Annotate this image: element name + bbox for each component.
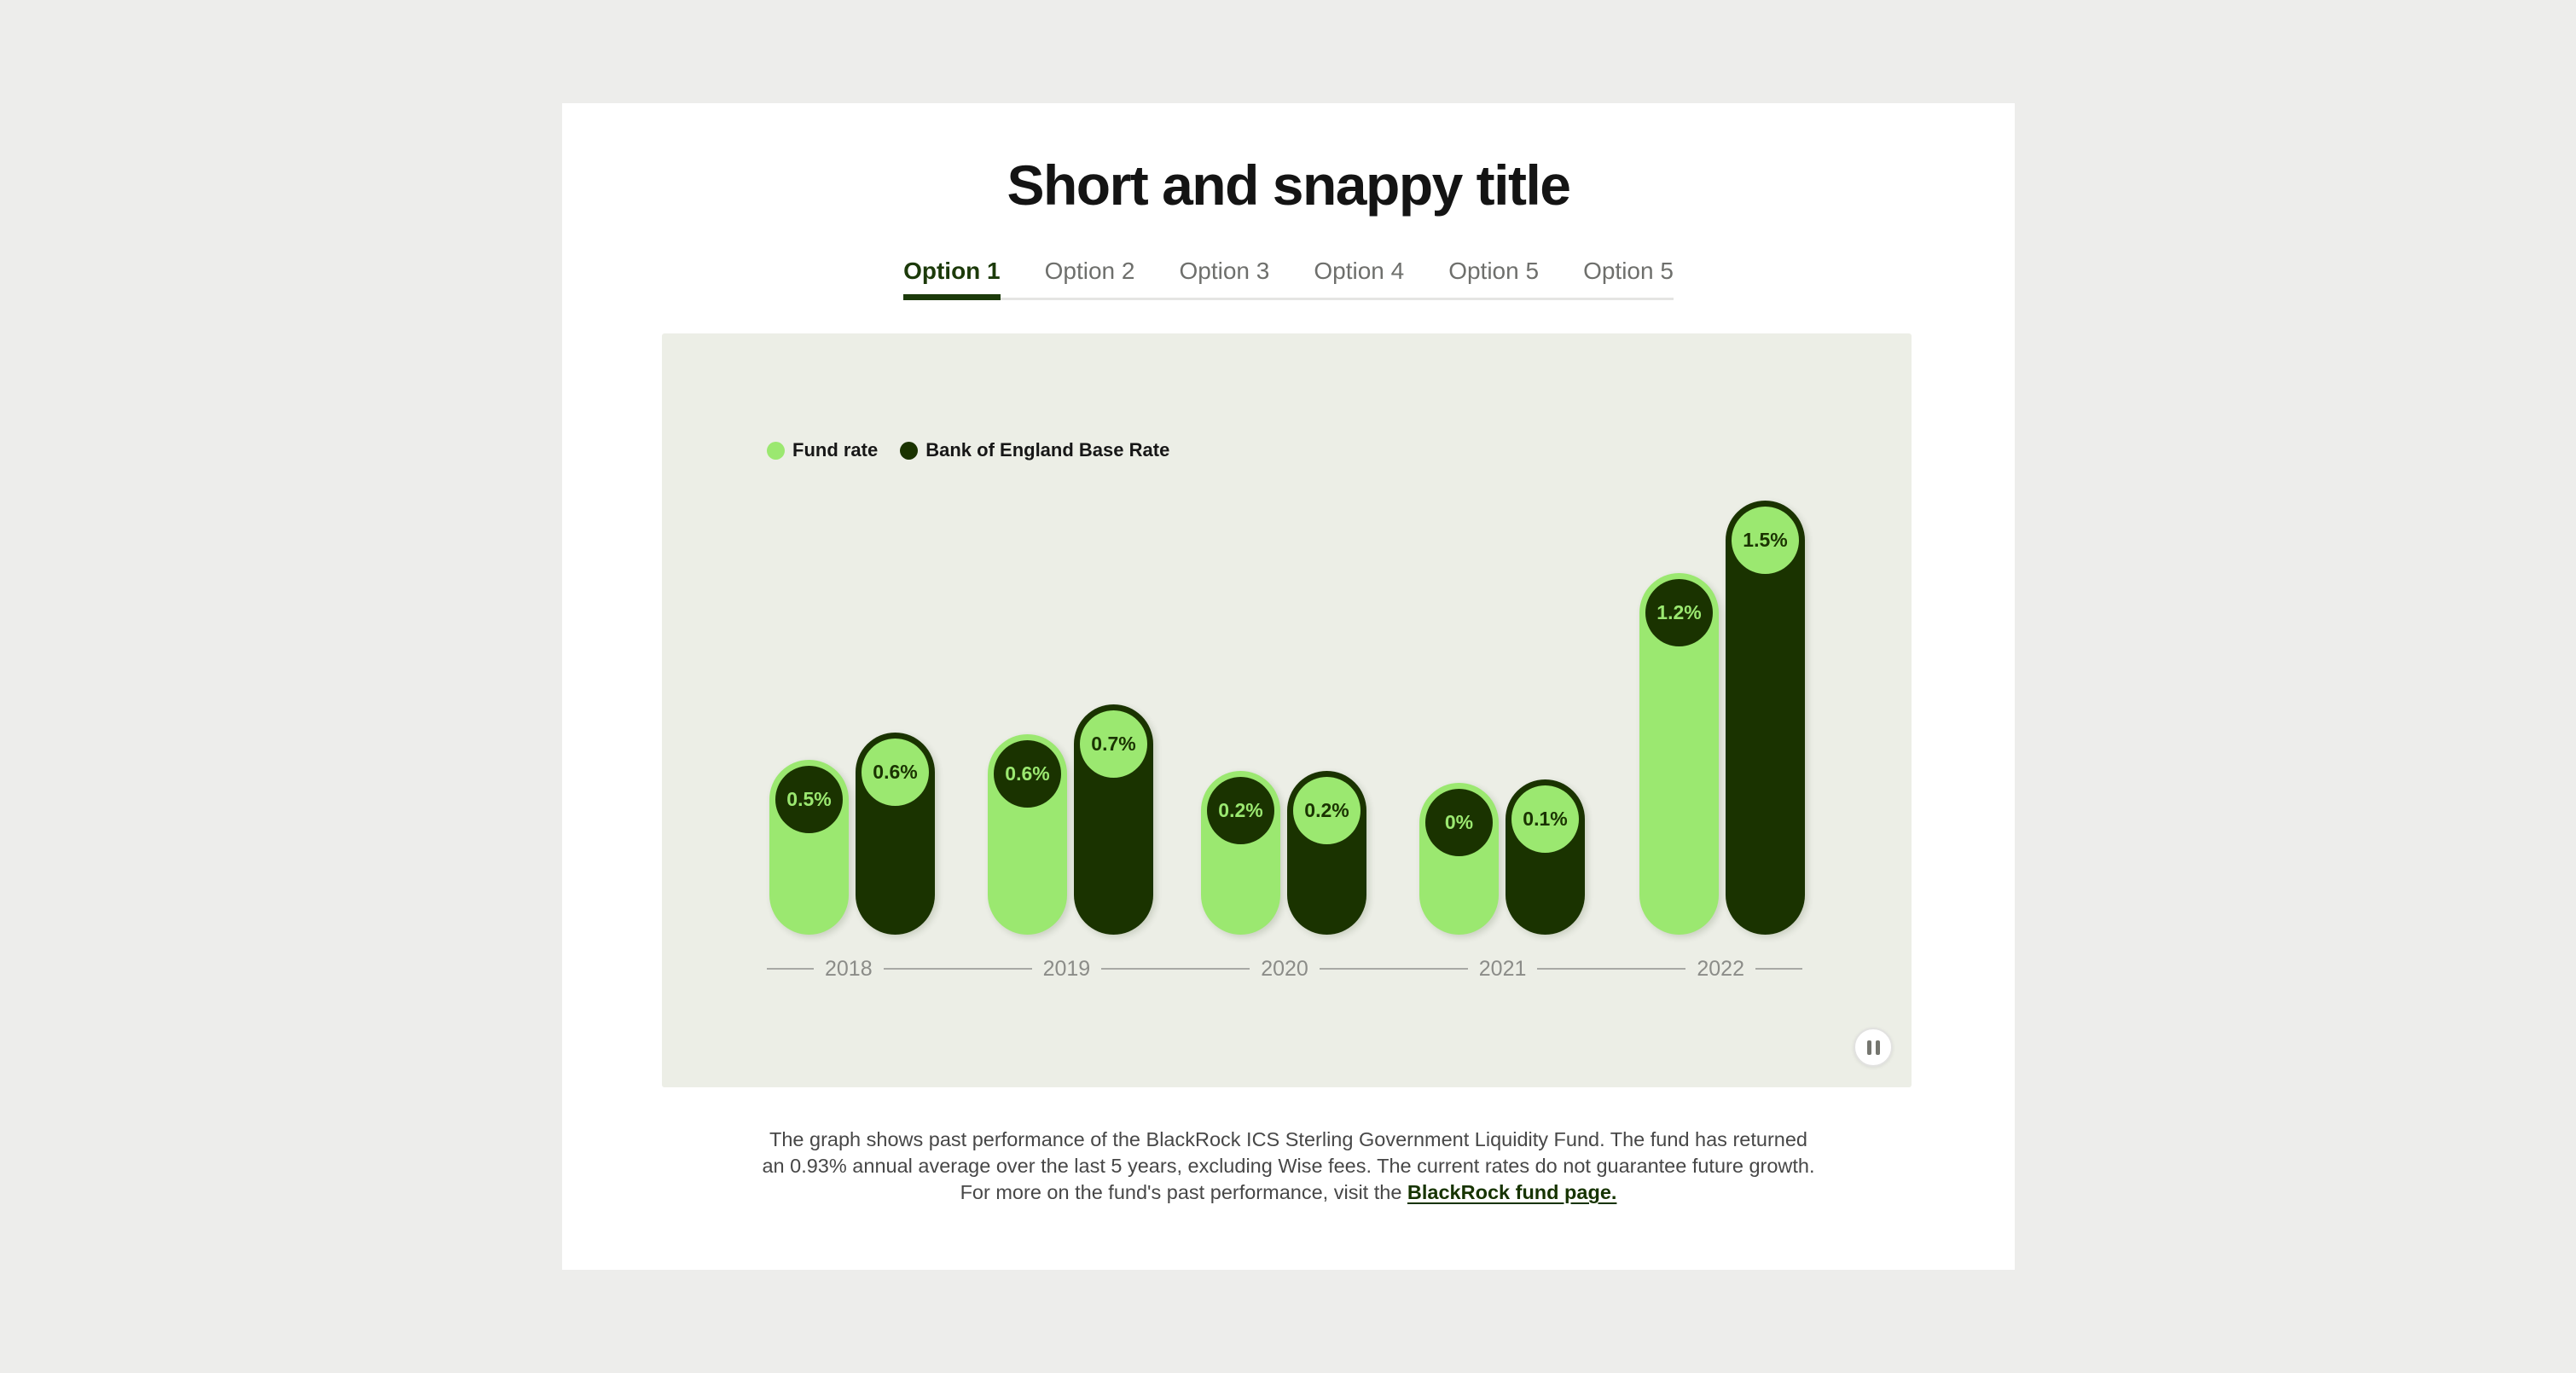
chart-caption (562, 1127, 2015, 1206)
bar-value-label: 0.1% (1511, 785, 1579, 853)
chart-panel (662, 333, 1912, 1087)
caption-line-3 (562, 1179, 2015, 1206)
legend-dot-icon (767, 442, 785, 460)
bar-bank-of-england-base-rate-2021[interactable] (1506, 779, 1585, 935)
bar-bank-of-england-base-rate-2020[interactable] (1287, 771, 1366, 935)
axis-label-2020: 2020 (1261, 956, 1308, 981)
legend-label: Fund rate (792, 439, 879, 461)
legend-label: Bank of England Base Rate (925, 439, 1170, 461)
x-axis (767, 953, 1802, 985)
axis-line-segment (1537, 968, 1685, 970)
bar-fund-rate-2018[interactable] (769, 760, 849, 935)
bar-value-label: 1.2% (1645, 579, 1713, 646)
axis-line-segment (1101, 968, 1250, 970)
legend-item (767, 439, 878, 461)
axis-label-2021: 2021 (1478, 956, 1527, 981)
chart-legend (767, 439, 1169, 461)
legend-item (900, 439, 1169, 461)
tab-bar (903, 257, 1674, 300)
axis-label-2018: 2018 (825, 956, 873, 981)
axis-line-segment (884, 968, 1032, 970)
bar-value-label: 1.5% (1732, 507, 1799, 574)
bar-value-label: 0.7% (1080, 710, 1147, 778)
caption-line-3-text: For more on the fund's past performance, visit the (960, 1181, 1407, 1203)
bar-value-label: 0.6% (994, 740, 1061, 808)
tab-option-1-1[interactable]: Option 1 (903, 257, 1001, 300)
bar-value-label: 0.5% (775, 766, 843, 833)
bar-bank-of-england-base-rate-2022[interactable] (1726, 501, 1805, 935)
bar-bank-of-england-base-rate-2019[interactable] (1074, 704, 1153, 935)
tab-option-3-3[interactable]: Option 3 (1179, 258, 1270, 284)
bar-fund-rate-2019[interactable] (988, 734, 1067, 935)
content-card (562, 103, 2015, 1270)
axis-label-2019: 2019 (1042, 956, 1091, 981)
axis-line-segment (767, 968, 814, 970)
pause-icon (1867, 1040, 1880, 1055)
bar-fund-rate-2021[interactable] (1419, 783, 1499, 935)
blackrock-fund-page-link[interactable]: BlackRock fund page. (1407, 1181, 1617, 1203)
caption-line-1: The graph shows past performance of the BlackRock ICS Sterling Government Liquidity Fund. The fund has returned (769, 1128, 1807, 1150)
axis-line-segment (1755, 968, 1802, 970)
tab-option-4-4[interactable]: Option 4 (1314, 258, 1405, 284)
bar-fund-rate-2020[interactable] (1201, 771, 1280, 935)
tab-option-2-2[interactable]: Option 2 (1044, 258, 1135, 284)
bar-value-label: 0.2% (1293, 777, 1361, 844)
bar-value-label: 0.6% (862, 739, 929, 806)
page-title: Short and snappy title (1007, 154, 1570, 217)
bar-fund-rate-2022[interactable] (1639, 573, 1719, 935)
bar-value-label: 0% (1425, 789, 1493, 856)
tab-option-5-6[interactable]: Option 5 (1583, 258, 1674, 284)
bar-bank-of-england-base-rate-2018[interactable] (856, 733, 935, 935)
tab-option-5-5[interactable]: Option 5 (1448, 258, 1540, 284)
caption-line-2: an 0.93% annual average over the last 5 years, excluding Wise fees. The current rates do not guarantee future growth. (762, 1155, 1815, 1177)
axis-label-2022: 2022 (1697, 956, 1744, 981)
bar-value-label: 0.2% (1207, 777, 1274, 844)
axis-line-segment (1320, 968, 1468, 970)
legend-dot-icon (900, 442, 918, 460)
pause-animation-button[interactable] (1854, 1028, 1893, 1067)
